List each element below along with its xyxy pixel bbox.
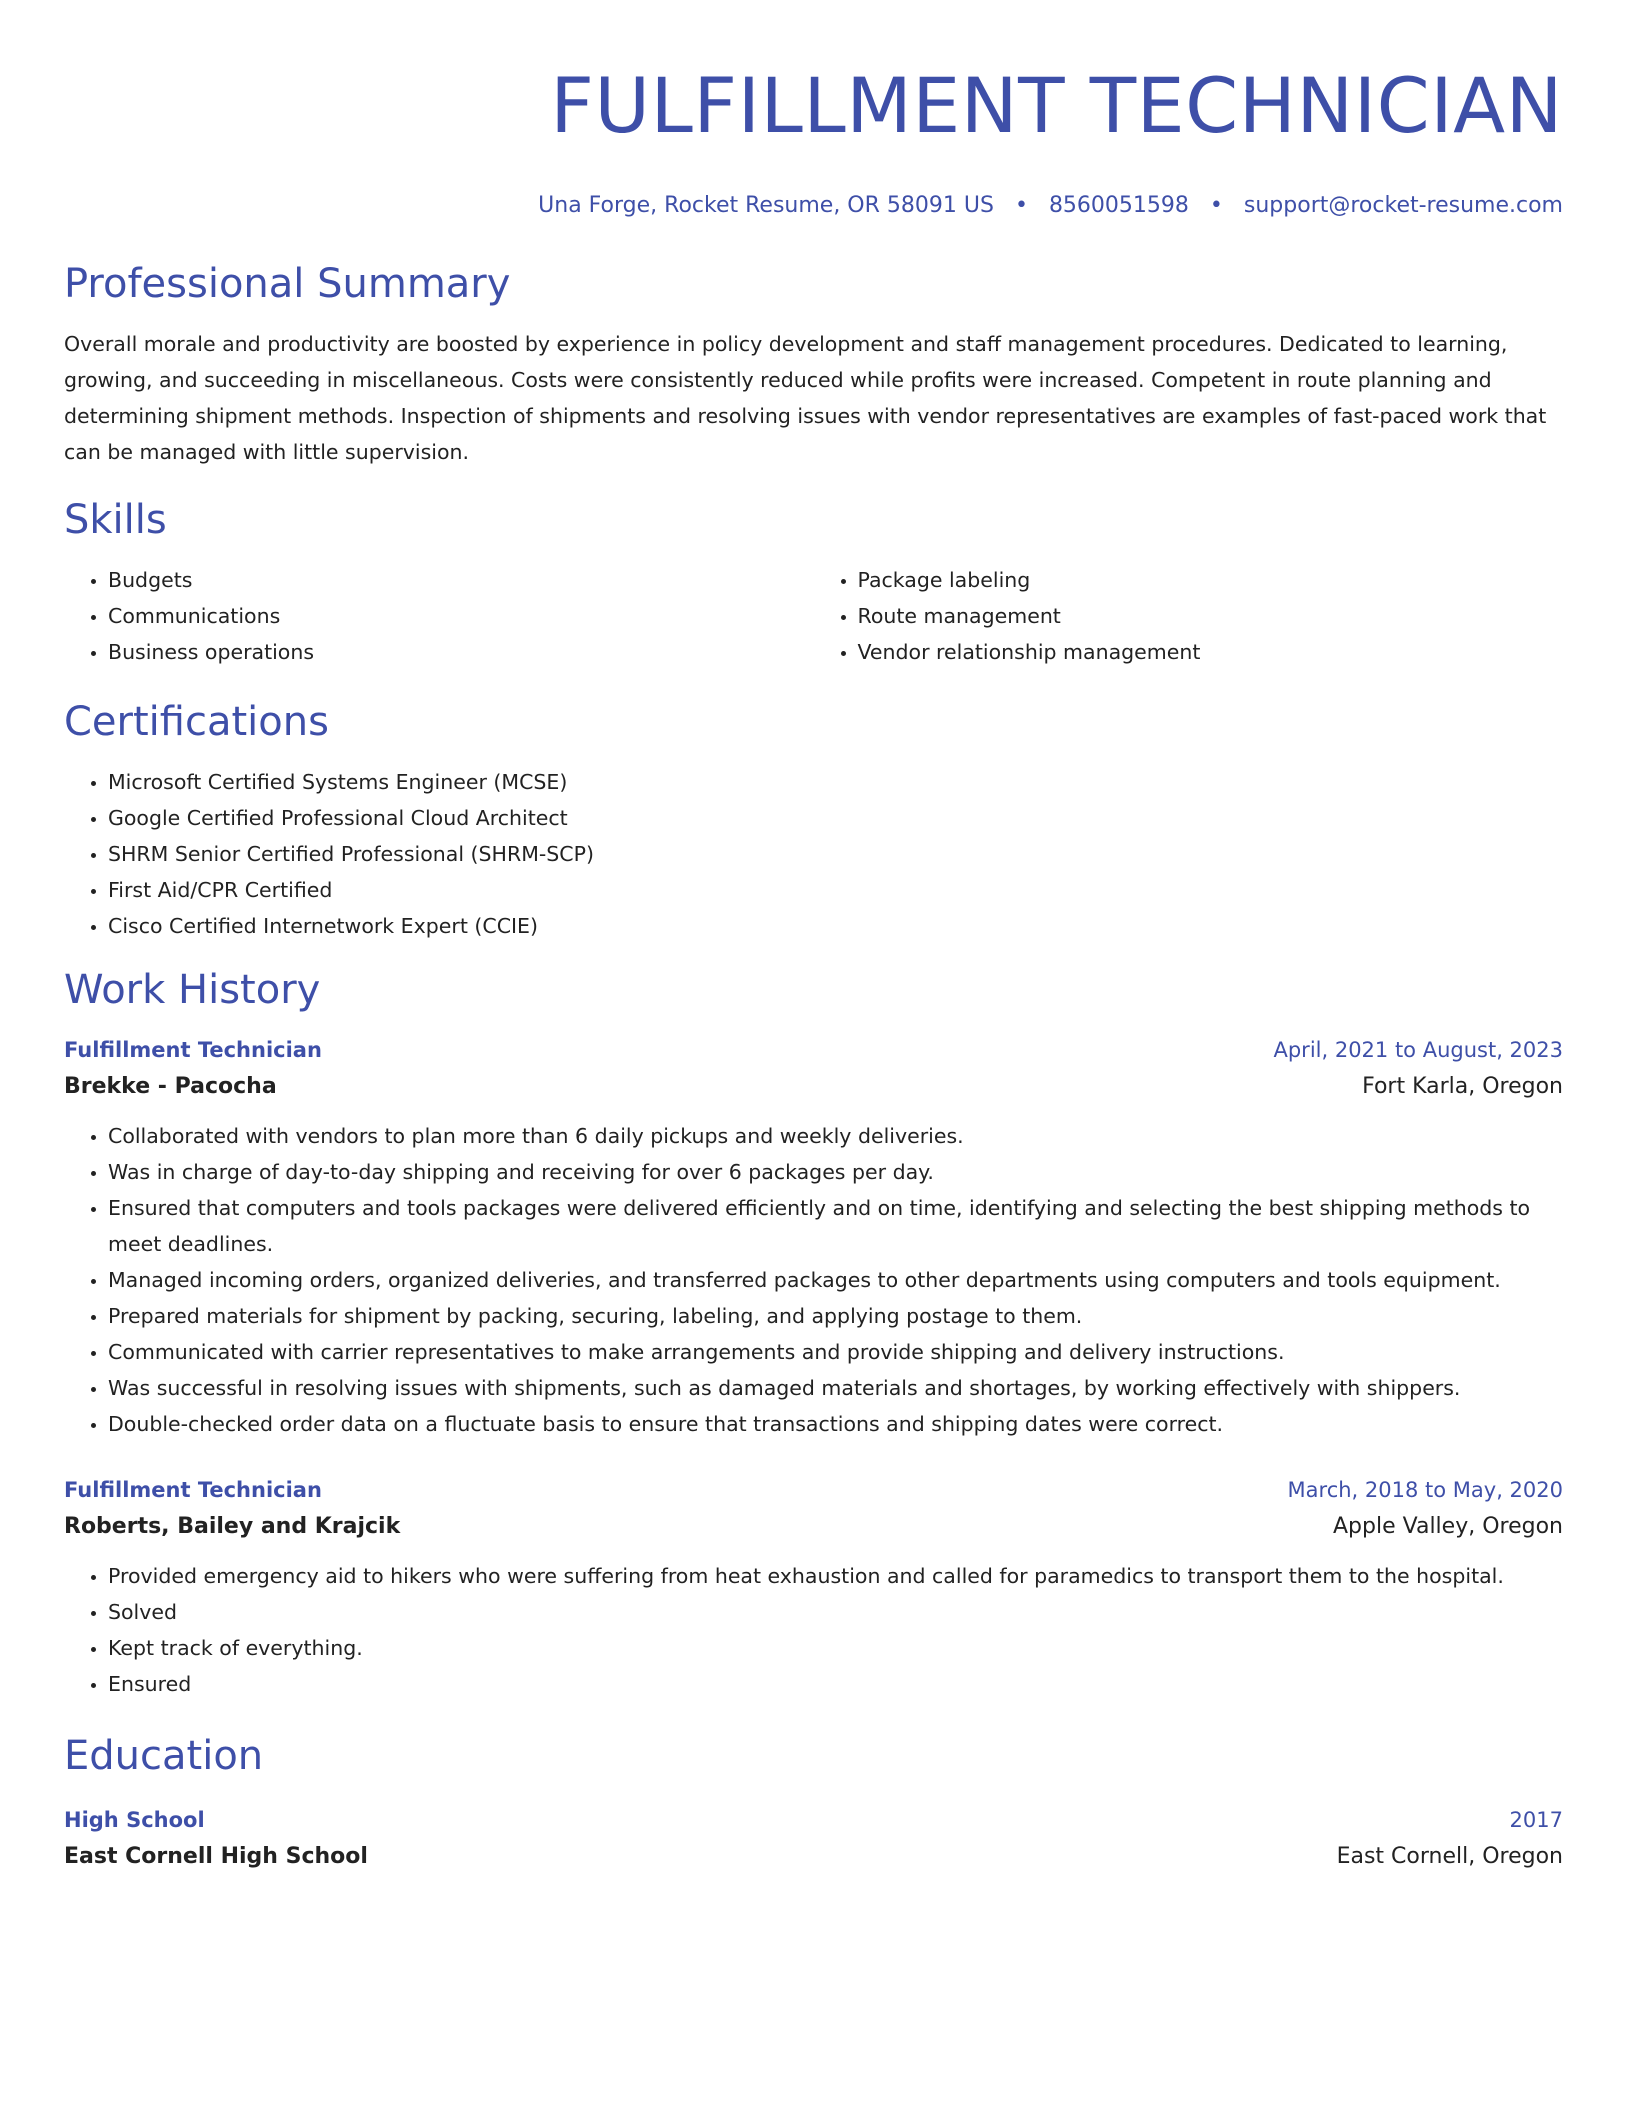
job-bullet: • Collaborated with vendors to plan more than 6 daily pickups and weekly deliveries.: [108, 1118, 1563, 1154]
contact-line: [64, 192, 1563, 220]
skills-heading: Skills: [64, 497, 167, 543]
education-location: East Cornell, Oregon: [1336, 1844, 1563, 1869]
skill-item: • Budgets: [108, 562, 814, 598]
job-bullet: • Was in charge of day-to-day shipping and receiving for over 6 packages per day.: [108, 1154, 1563, 1190]
job-location: Apple Valley, Oregon: [1333, 1514, 1563, 1539]
resume-title: FULFILLMENT TECHNICIAN: [550, 61, 1563, 150]
contact-separator: •: [1209, 193, 1223, 218]
certifications-heading: Certifications: [64, 699, 329, 745]
skills-list: [64, 562, 1563, 670]
job-bullet: • Ensured that computers and tools packages were delivered efficiently and on time, identifying and selecting the best shipping methods to meet deadlines.: [108, 1190, 1563, 1262]
job-bullet: • Was successful in resolving issues with shipments, such as damaged materials and shortages, by working effectively with shippers.: [108, 1370, 1563, 1406]
education-header: [64, 1802, 1563, 1838]
job-company: Roberts, Bailey and Krajcik: [64, 1514, 401, 1539]
certification-item: • First Aid/CPR Certified: [108, 872, 1563, 908]
contact-phone: 8560051598: [1048, 193, 1189, 218]
job-entry: [64, 1472, 1563, 1702]
job-location: Fort Karla, Oregon: [1362, 1074, 1563, 1099]
job-bullet: • Ensured: [108, 1666, 1563, 1702]
education-year: 2017: [1509, 1808, 1563, 1832]
contact-email: support@rocket-resume.com: [1243, 193, 1563, 218]
summary-text: Overall morale and productivity are boosted by experience in policy development and staff management procedures. Dedicated to learning, growing, and succeeding in miscellaneous. Costs were consistently reduced while profits were increased. Competent in route planning and determining shipment methods. Inspection of shipments and resolving issues with vendor representatives are examples of fast-paced work that can be managed with little supervision.: [64, 332, 1547, 464]
job-bullet: • Double-checked order data on a fluctuate basis to ensure that transactions and shipping dates were correct.: [108, 1406, 1563, 1442]
skill-item: • Communications: [108, 598, 814, 634]
job-entry: [64, 1032, 1563, 1442]
education-degree: High School: [64, 1808, 205, 1832]
job-bullet: • Prepared materials for shipment by packing, securing, labeling, and applying postage to them.: [108, 1298, 1563, 1334]
education-subheader: [64, 1838, 1563, 1876]
contact-separator: •: [1014, 193, 1028, 218]
job-bullet: • Managed incoming orders, organized deliveries, and transferred packages to other departments using computers and tools equipment.: [108, 1262, 1563, 1298]
skill-item: • Vendor relationship management: [858, 634, 1564, 670]
certifications-list: [64, 764, 1563, 944]
certification-item: • Google Certified Professional Cloud Architect: [108, 800, 1563, 836]
work-history-heading: Work History: [64, 967, 321, 1013]
contact-address: Una Forge, Rocket Resume, OR 58091 US: [538, 193, 994, 218]
job-subheader: [64, 1508, 1563, 1546]
certification-item: • Microsoft Certified Systems Engineer (MCSE): [108, 764, 1563, 800]
summary-heading: Professional Summary: [64, 261, 511, 307]
skills-column-left: [64, 562, 814, 670]
job-bullet: • Kept track of everything.: [108, 1630, 1563, 1666]
skills-column-right: [814, 562, 1564, 670]
certification-item: • SHRM Senior Certified Professional (SHRM-SCP): [108, 836, 1563, 872]
education-school: East Cornell High School: [64, 1844, 368, 1869]
job-subheader: [64, 1068, 1563, 1106]
job-dates: April, 2021 to August, 2023: [1273, 1038, 1563, 1062]
job-role: Fulfillment Technician: [64, 1038, 322, 1062]
job-role: Fulfillment Technician: [64, 1478, 322, 1502]
resume-header: [64, 0, 1563, 220]
job-bullet: • Solved: [108, 1594, 1563, 1630]
skill-item: • Package labeling: [858, 562, 1564, 598]
resume-page: [64, 0, 1563, 1876]
job-bullet: • Communicated with carrier representatives to make arrangements and provide shipping and delivery instructions.: [108, 1334, 1563, 1370]
education-heading: Education: [64, 1733, 264, 1779]
certification-item: • Cisco Certified Internetwork Expert (CCIE): [108, 908, 1563, 944]
job-bullet: • Provided emergency aid to hikers who were suffering from heat exhaustion and called for paramedics to transport them to the hospital.: [108, 1558, 1563, 1594]
job-dates: March, 2018 to May, 2020: [1287, 1478, 1563, 1502]
job-bullets: [64, 1118, 1563, 1442]
job-header: [64, 1032, 1563, 1068]
job-company: Brekke - Pacocha: [64, 1074, 277, 1099]
skill-item: • Route management: [858, 598, 1564, 634]
job-bullets: [64, 1558, 1563, 1702]
job-header: [64, 1472, 1563, 1508]
skill-item: • Business operations: [108, 634, 814, 670]
